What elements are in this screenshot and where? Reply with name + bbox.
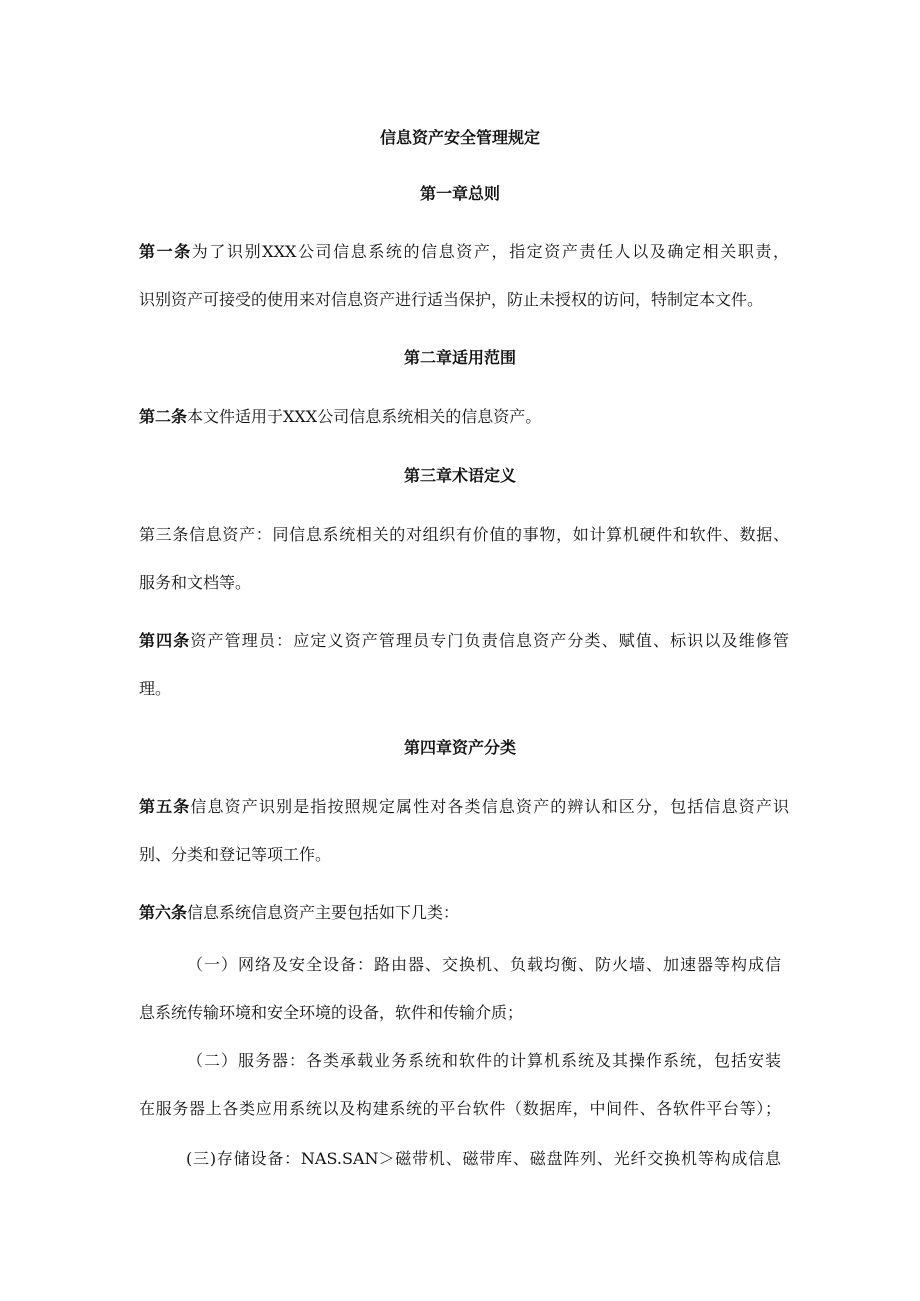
article-3-line-2: 服务和文档等。 [139, 573, 252, 592]
article-2 [139, 407, 789, 427]
article-label: 第一条 [139, 242, 192, 261]
article-4-line-2: 理。 [139, 679, 172, 698]
article-1-line-2: 识别资产可接受的使用来对信息资产进行适当保护，防止未授权的访问，特制定本文件。 [139, 290, 764, 309]
list-item-3-line-1: (三)存储设备：NAS.SAN＞磁带机、磁带库、磁盘阵列、光纤交换机等构成信息 [186, 1149, 781, 1168]
list-item-1-line-1: （一）网络及安全设备：路由器、交换机、负载均衡、防火墙、加速器等构成信 [187, 955, 781, 974]
article-label: 第二条 [139, 407, 188, 426]
article-5-line-1 [139, 797, 789, 817]
article-1-line-1 [139, 242, 789, 262]
list-item-2-line-1: （二）服务器：各类承载业务系统和软件的计算机系统及其操作系统，包括安装 [187, 1051, 781, 1070]
article-text: 本文件适用于XXX公司信息系统相关的信息资产。 [187, 407, 542, 426]
article-5-line-2: 别、分类和登记等项工作。 [139, 845, 332, 864]
article-3-line-1: 第三条信息资产：同信息系统相关的对组织有价值的事物，如计算机硬件和软件、数据、 [139, 525, 789, 544]
list-item-1-line-2: 息系统传输环境和安全环境的设备，软件和传输介质； [139, 1003, 524, 1022]
list-item-2-line-2: 在服务器上各类应用系统以及构建系统的平台软件（数据库，中间件、各软件平台等）； [139, 1099, 781, 1118]
chapter-heading: 第四章资产分类 [403, 738, 516, 757]
article-label: 第五条 [139, 797, 191, 816]
document-title: 信息资产安全管理规定 [379, 128, 540, 147]
chapter-heading: 第一章总则 [419, 184, 500, 203]
article-text: 信息系统信息资产主要包括如下几类： [187, 903, 460, 922]
article-4-line-1 [139, 631, 789, 651]
article-6 [139, 903, 789, 923]
article-label: 第四条 [139, 631, 191, 650]
article-text: 为了识别XXX公司信息系统的信息资产，指定资产责任人以及确定相关职责， [191, 242, 789, 261]
chapter-heading: 第三章术语定义 [403, 466, 516, 485]
article-text: 资产管理员：应定义资产管理员专门负责信息资产分类、赋值、标识以及维修管 [190, 631, 789, 650]
article-label: 第六条 [139, 903, 188, 922]
chapter-heading: 第二章适用范围 [403, 348, 516, 367]
article-text: 信息资产识别是指按照规定属性对各类信息资产的辨认和区分，包括信息资产识 [190, 797, 789, 816]
